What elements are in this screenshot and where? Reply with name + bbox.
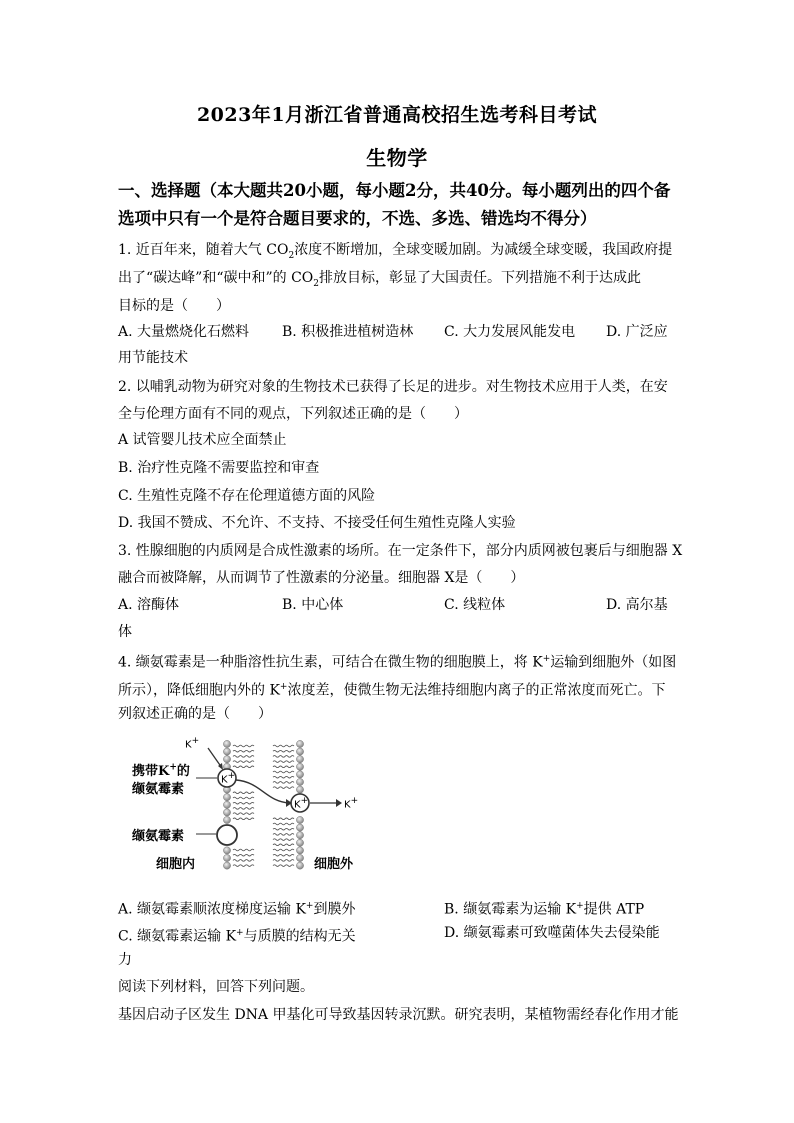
q1-option-d-continued: 用节能技术 [118, 350, 188, 366]
q4-option-d-continued: 力 [118, 952, 132, 968]
q3-line-2: 融合而被降解，从而调节了性激素的分泌量。细胞器 X是（ ） [118, 570, 525, 586]
phospholipid-head [223, 816, 230, 823]
fatty-acid-tail [233, 854, 254, 856]
fatty-acid-tail [273, 823, 294, 825]
q2-option-b: B. 治疗性克隆不需要监控和审查 [118, 460, 320, 476]
q2-option-a: A 试管婴儿技术应全面禁止 [118, 432, 287, 448]
q4-line-2: 所示），降低细胞内外的 K+浓度差，使微生物无法维持细胞内离子的正常浓度而死亡。下 [118, 682, 666, 699]
q3-option-b: B. 中心体 [282, 597, 344, 613]
fatty-acid-tail [273, 849, 294, 851]
phospholipid-head [223, 854, 230, 861]
valinomycin-figure [126, 736, 366, 876]
phospholipid-head [223, 809, 230, 816]
phospholipid-head [296, 748, 303, 755]
fatty-acid-tail [273, 865, 294, 867]
fatty-acid-tail [273, 818, 294, 820]
q2-line-2: 全与伦理方面有不同的观点，下列叙述正确的是（ ） [118, 406, 468, 422]
label-carrier-valinomycin-2: 缬氨霉素 [132, 782, 185, 797]
q4-option-b: B. 缬氨霉素为运输 K+提供 ATP [444, 901, 645, 918]
fatty-acid-tail [273, 854, 294, 856]
q3-option-c: C. 线粒体 [444, 597, 506, 613]
phospholipid-head [223, 756, 230, 763]
fatty-acid-tail [233, 860, 254, 862]
fatty-acid-tail [273, 782, 294, 784]
fatty-acid-tail [273, 750, 294, 752]
valinomycin-free [217, 825, 237, 845]
phospholipid-head [296, 786, 303, 793]
phospholipid-head [296, 778, 303, 785]
label-carrier-valinomycin: 携带K+的 [132, 762, 190, 779]
phospholipid-head [296, 839, 303, 846]
q3-option-d: D. 高尔基 [606, 597, 668, 613]
fatty-acid-tail [273, 771, 294, 773]
exam-subject: 生物学 [366, 146, 428, 170]
label-cell-inside: 细胞内 [156, 857, 196, 872]
fatty-acid-tail [273, 839, 294, 841]
phospholipid-head [223, 862, 230, 869]
phospholipid-head [223, 847, 230, 854]
fatty-acid-tail [233, 802, 254, 804]
phospholipid-head [296, 763, 303, 770]
fatty-acid-tail [233, 792, 254, 794]
fatty-acid-tail [233, 745, 254, 747]
q2-option-c: C. 生殖性克隆不存在伦理道德方面的风险 [118, 488, 376, 504]
fatty-acid-tail [233, 813, 254, 815]
phospholipid-head [296, 740, 303, 747]
exam-title: 2023年1月浙江省普通高校招生选考科目考试 [196, 104, 598, 126]
fatty-acid-tail [233, 750, 254, 752]
phospholipid-head [296, 771, 303, 778]
reading-intro: 阅读下列材料，回答下列问题。 [118, 979, 314, 995]
phospholipid-head [296, 854, 303, 861]
q3-line-1: 3. 性腺细胞的内质网是合成性激素的场所。在一定条件下，部分内质网被包裹后与细胞器 X [118, 543, 683, 559]
q1-option-a: A. 大量燃烧化石燃料 [118, 324, 250, 340]
q4-option-d: D. 缬氨霉素可致噬菌体失去侵染能 [444, 925, 660, 941]
k-exit-arrowhead [336, 799, 342, 807]
fatty-acid-tail [233, 865, 254, 867]
fatty-acid-tail [273, 761, 294, 763]
fatty-acid-tail [273, 828, 294, 830]
k-ion-label-carrier-1: K+ [221, 771, 236, 786]
phospholipid-head [296, 816, 303, 823]
q4-line-1: 4. 缬氨霉素是一种脂溶性抗生素，可结合在微生物的细胞膜上，将 K+运输到细胞外（如图 [118, 654, 677, 671]
q4-option-a: A. 缬氨霉素顺浓度梯度运输 K+到膜外 [118, 901, 356, 918]
q4-option-c: C. 缬氨霉素运输 K+与质膜的结构无关 [118, 928, 356, 945]
phospholipid-head [296, 832, 303, 839]
phospholipid-head [296, 756, 303, 763]
q1-option-d: D. 广泛应 [606, 324, 668, 340]
fatty-acid-tail [233, 808, 254, 810]
reading-material-line-1: 基因启动子区发生 DNA 甲基化可导致基因转录沉默。研究表明，某植物需经春化作用才能 [118, 1007, 679, 1023]
fatty-acid-tail [233, 849, 254, 851]
q3-option-a: A. 溶酶体 [118, 597, 180, 613]
fatty-acid-tail [273, 860, 294, 862]
fatty-acid-tail [273, 844, 294, 846]
transport-arrow [236, 780, 290, 803]
fatty-acid-tail [233, 761, 254, 763]
q1-line-2: 出了“碳达峰”和“碳中和”的 $CO_2$排放目标，彰显了大国责任。下列措施不利于达成此 [118, 270, 642, 289]
fatty-acid-tail [273, 776, 294, 778]
label-valinomycin: 缬氨霉素 [132, 829, 185, 844]
fatty-acid-tail [273, 756, 294, 758]
phospholipid-head [296, 862, 303, 869]
q2-option-d: D. 我国不赞成、不允许、不支持、不接受任何生殖性克隆人实验 [118, 515, 516, 531]
phospholipid-head [223, 801, 230, 808]
phospholipid-head [223, 748, 230, 755]
q1-line-1: 1. 近百年来，随着大气 $CO_2$浓度不断增加，全球变暖加剧。为减缓全球变暖，我国政府提 [118, 242, 673, 261]
fatty-acid-tail [273, 834, 294, 836]
q1-option-b: B. 积极推进植树造林 [282, 324, 414, 340]
fatty-acid-tail [233, 756, 254, 758]
q2-line-1: 2. 以哺乳动物为研究对象的生物技术已获得了长足的进步。对生物技术应用于人类，在安 [118, 379, 668, 395]
q1-line-3: 目标的是（ ） [118, 298, 230, 314]
phospholipid-head [223, 740, 230, 747]
fatty-acid-tail [273, 745, 294, 747]
fatty-acid-tail [233, 766, 254, 768]
fatty-acid-tail [273, 766, 294, 768]
fatty-acid-tail [233, 797, 254, 799]
q4-line-3: 列叙述正确的是（ ） [118, 706, 272, 722]
fatty-acid-tail [233, 818, 254, 820]
k-ion-label-carrier-2: K+ [294, 796, 309, 811]
k-ion-label-top: K+ [185, 736, 200, 751]
section-heading-line-1: 一、选择题（本大题共20小题，每小题2分，共40分。每小题列出的四个备 [118, 181, 671, 200]
q1-option-c: C. 大力发展风能发电 [444, 324, 576, 340]
section-heading-line-2: 选项中只有一个是符合题目要求的，不选、多选、错选均不得分） [118, 209, 597, 228]
phospholipid-head [223, 794, 230, 801]
k-ion-label-exit: K+ [344, 796, 359, 811]
phospholipid-head [296, 847, 303, 854]
label-cell-outside: 细胞外 [314, 857, 354, 872]
q3-option-d-continued: 体 [118, 624, 132, 640]
phospholipid-head [296, 824, 303, 831]
fatty-acid-tail [273, 787, 294, 789]
